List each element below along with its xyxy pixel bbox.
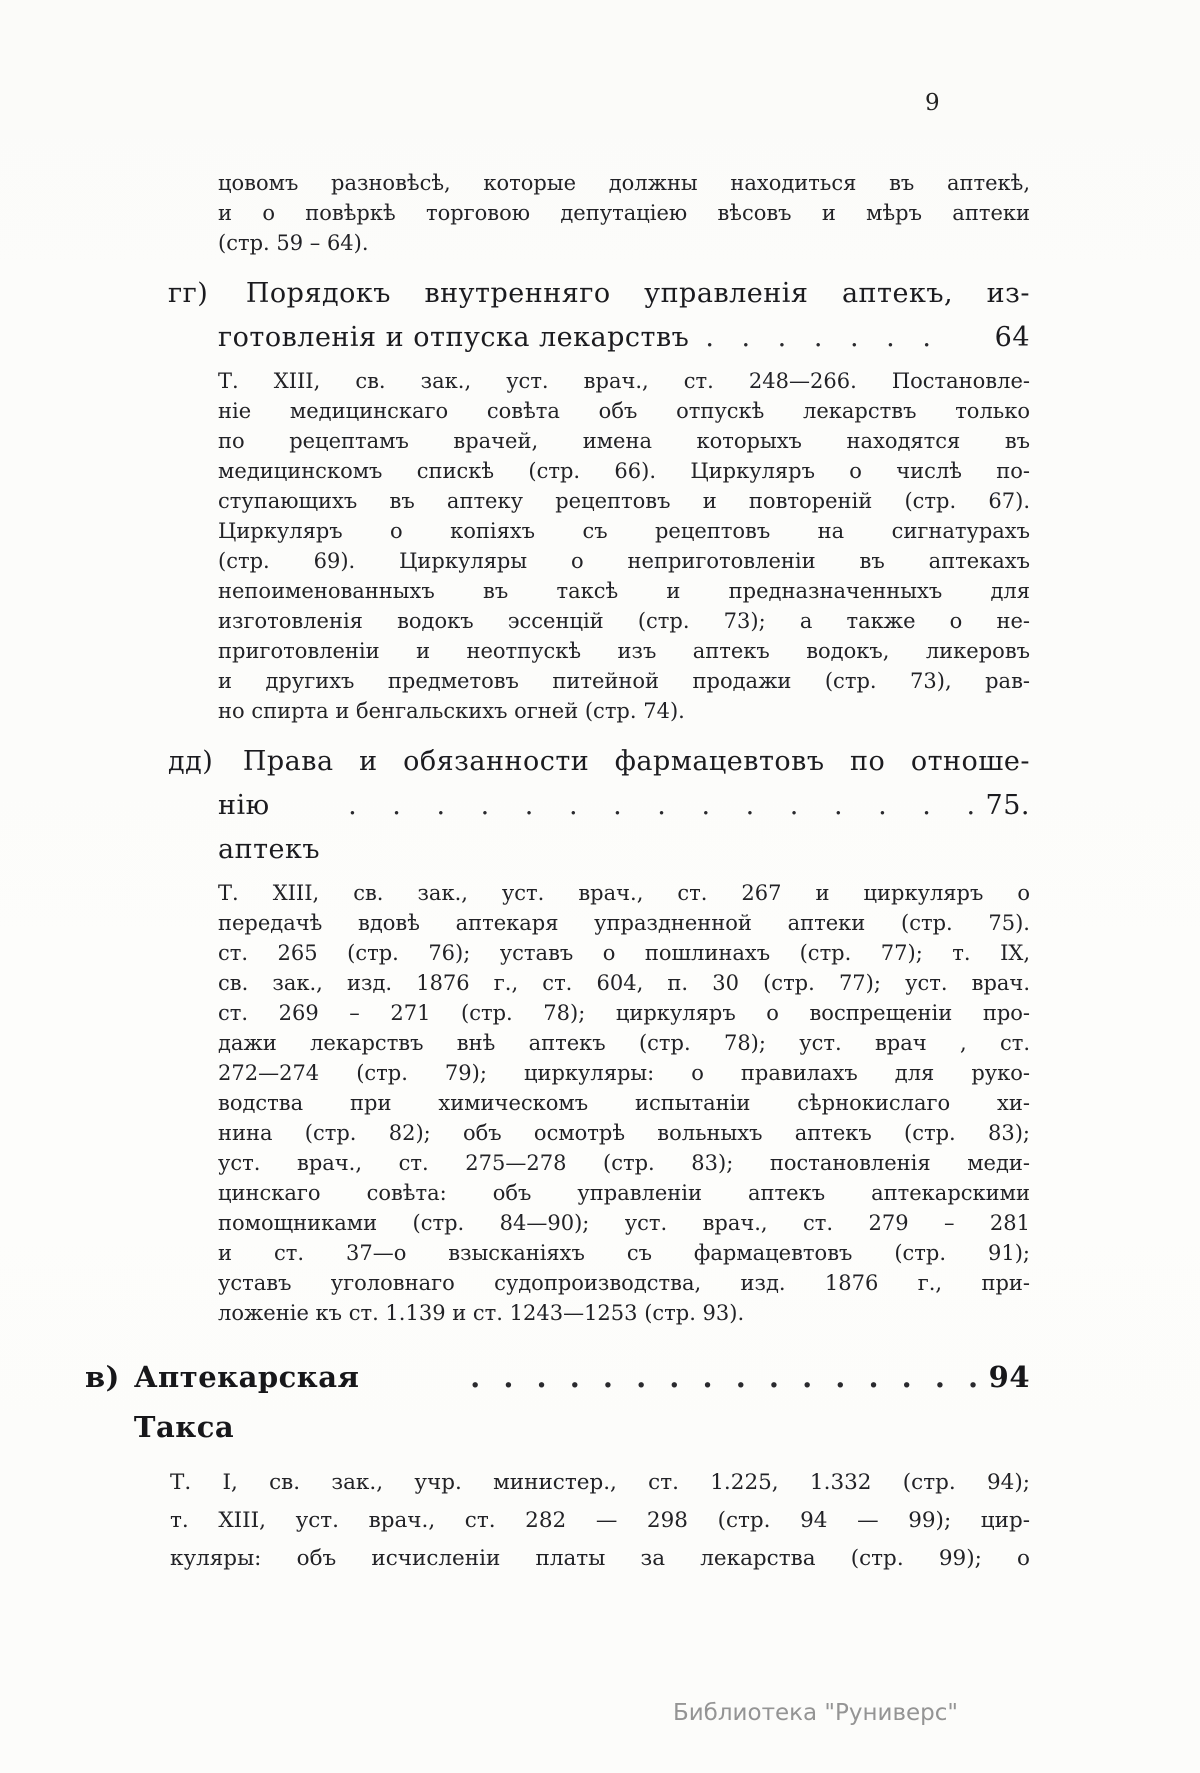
text-line: дажи лекарствъ внѣ аптекъ (стр. 78); уст. врач , ст. (218, 1031, 1030, 1055)
text-line: Т. XIII, св. зак., уст. врач., ст. 248—266. Постановле- (218, 369, 1030, 393)
text-line: нина (стр. 82); объ осмотрѣ вольныхъ аптекъ (стр. 83); (218, 1121, 1030, 1145)
text-line: непоименованныхъ въ таксѣ и предназначенныхъ для (218, 579, 1030, 603)
toc-entry-body (218, 366, 1030, 726)
toc-entry-body (218, 878, 1030, 1328)
toc-entry-dd (0, 740, 1200, 1328)
toc-entry-body (170, 1464, 1030, 1578)
toc-heading-gg (168, 272, 1030, 360)
text-line: но спирта и бенгальскихъ огней (стр. 74). (218, 699, 685, 723)
text-line: (стр. 69). Циркуляры о неприготовленіи въ аптекахъ (218, 549, 1030, 573)
page-ref: 64 (994, 322, 1030, 353)
text-line: цовомъ разновѣсѣ, которые должны находиться въ аптекѣ, (218, 171, 1030, 195)
text-line: т. XIII, уст. врач., ст. 282 — 298 (стр. 94 — 99); цир- (170, 1508, 1030, 1533)
text-line: ніе медицинскаго совѣта объ отпускѣ лекарствъ только (218, 399, 1030, 423)
dot-leader: . . . . . . . (705, 322, 932, 353)
text-line: (стр. 59 – 64). (218, 231, 369, 255)
text-line: цинскаго совѣта: объ управленіи аптекъ аптекарскими (218, 1181, 1030, 1205)
toc-entry-gg (0, 272, 1200, 726)
library-watermark: Библиотека "Руниверс" (672, 1700, 958, 1726)
text-line: передачѣ вдовѣ аптекаря упраздненной аптеки (стр. 75). (218, 911, 1030, 935)
page-ref: 75. (985, 790, 1030, 821)
text-line: медицинскомъ спискѣ (стр. 66). Циркуляръ о числѣ по- (218, 459, 1030, 483)
text-line: ложеніе къ ст. 1.139 и ст. 1243—1253 (стр. 93). (218, 1301, 745, 1325)
toc-entry-v (0, 1352, 1200, 1578)
text-line: уст. врач., ст. 275—278 (стр. 83); постановленія меди- (218, 1151, 1030, 1175)
toc-heading-dd (168, 740, 1030, 872)
heading-text: готовленія и отпуска лекарствъ (218, 322, 690, 353)
text-line: водства при химическомъ испытаніи сѣрнокислаго хи- (218, 1091, 1030, 1115)
text-line: по рецептамъ врачей, имена которыхъ находятся въ (218, 429, 1030, 453)
text-line: и о повѣркѣ торговою депутаціею вѣсовъ и мѣръ аптеки (218, 201, 1030, 225)
text-line: и другихъ предметовъ питейной продажи (стр. 73), рав- (218, 669, 1030, 693)
text-line: куляры: объ исчисленіи платы за лекарства (стр. 99); о (170, 1546, 1030, 1571)
text-line: изготовленія водокъ эссенцій (стр. 73); а также о не- (218, 609, 1030, 633)
text-line: ст. 265 (стр. 76); уставъ о пошлинахъ (стр. 77); т. IX, (218, 941, 1030, 965)
text-line: помощниками (стр. 84—90); уст. врач., ст. 279 – 281 (218, 1211, 1030, 1235)
page-ref: 94 (988, 1360, 1030, 1394)
toc-heading-line1 (168, 740, 1030, 784)
text-line: ступающихъ въ аптеку рецептовъ и повтореній (стр. 67). (218, 489, 1030, 513)
section-label: дд) (168, 746, 214, 777)
toc-heading-line2 (168, 316, 1030, 360)
heading-text: Порядокъ внутренняго управленія аптекъ, из- (245, 278, 1030, 309)
text-line: приготовленіи и неотпускѣ изъ аптекъ водокъ, ликеровъ (218, 639, 1030, 663)
toc-heading-line1 (168, 272, 1030, 316)
heading-text: Аптекарская Такса (133, 1360, 360, 1444)
toc-heading-v (85, 1352, 1030, 1452)
heading-text: нію аптекъ (218, 790, 321, 865)
text-line: ст. 269 – 271 (стр. 78); циркуляръ о воспрещеніи про- (218, 1001, 1030, 1025)
text-line: и ст. 37—о взысканіяхъ съ фармацевтовъ (стр. 91); (218, 1241, 1030, 1265)
text-line: 272—274 (стр. 79); циркуляры: о правилахъ для руко- (218, 1061, 1030, 1085)
text-line: св. зак., изд. 1876 г., ст. 604, п. 30 (стр. 77); уст. врач. (218, 971, 1030, 995)
dot-leader: . . . . . . . . . . . . . . . . (470, 1360, 979, 1394)
heading-text: Права и обязанности фармацевтовъ по отноше- (242, 746, 1030, 777)
page-number: 9 (925, 90, 941, 116)
section-label: гг) (168, 278, 209, 309)
toc-heading-line2 (168, 784, 1030, 872)
section-label: в) (85, 1360, 120, 1394)
text-line: Циркуляръ о копіяхъ съ рецептовъ на сигнатурахъ (218, 519, 1030, 543)
text-line: Т. XIII, св. зак., уст. врач., ст. 267 и циркуляръ о (218, 881, 1030, 905)
dot-leader: . . . . . . . . . . . . . . . (348, 790, 976, 821)
text-line: Т. I, св. зак., учр. министер., ст. 1.225, 1.332 (стр. 94); (170, 1470, 1030, 1495)
text-line: уставъ уголовнаго судопроизводства, изд. 1876 г., при- (218, 1271, 1030, 1295)
paragraph-continuation (218, 168, 1030, 258)
